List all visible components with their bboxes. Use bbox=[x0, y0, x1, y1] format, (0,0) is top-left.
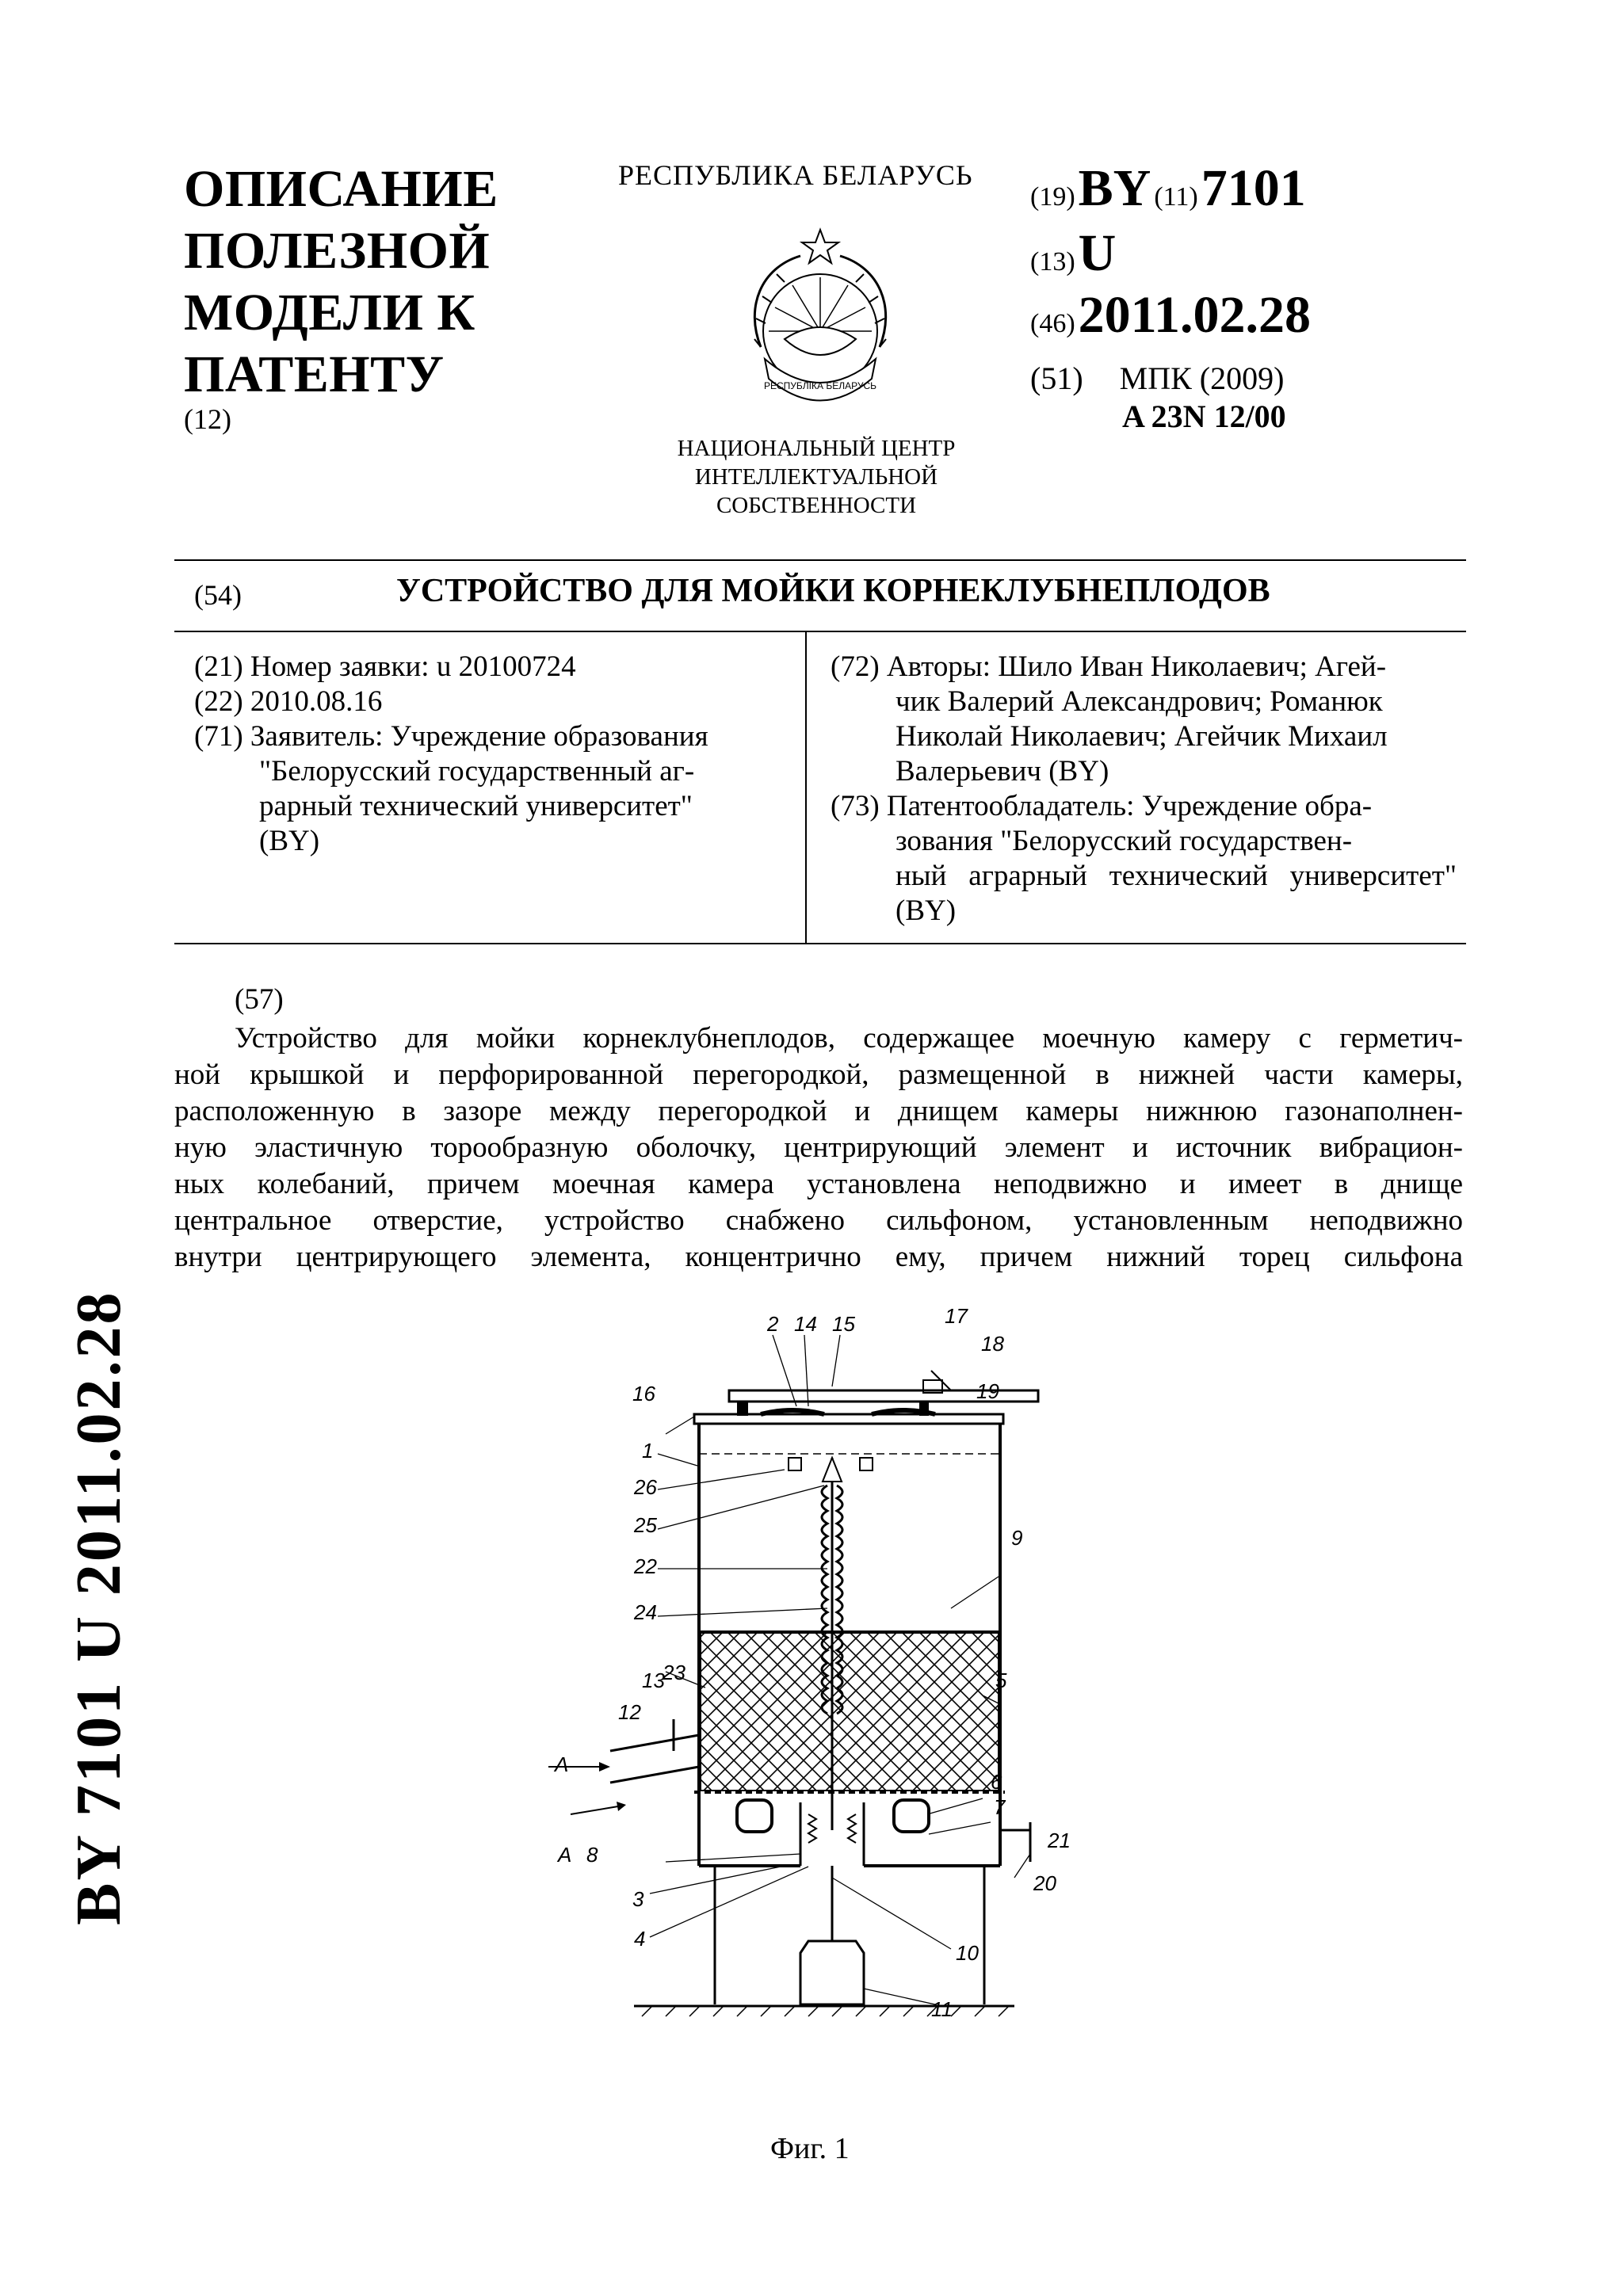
svg-text:20: 20 bbox=[1033, 1871, 1056, 1895]
svg-text:12: 12 bbox=[618, 1700, 641, 1724]
svg-text:11: 11 bbox=[931, 1997, 953, 2021]
svg-text:19: 19 bbox=[976, 1379, 999, 1403]
svg-text:24: 24 bbox=[634, 1600, 657, 1624]
column-divider bbox=[805, 632, 807, 943]
svg-text:A: A bbox=[555, 1753, 569, 1776]
svg-text:2: 2 bbox=[767, 1312, 779, 1336]
figure-caption: Фиг. 1 bbox=[770, 2132, 850, 2165]
device-drawing bbox=[507, 1304, 1071, 2092]
svg-text:26: 26 bbox=[634, 1475, 657, 1499]
state-emblem-icon bbox=[713, 220, 927, 428]
svg-text:10: 10 bbox=[956, 1941, 979, 1965]
svg-text:5: 5 bbox=[995, 1669, 1007, 1692]
svg-text:6: 6 bbox=[991, 1770, 1002, 1794]
application-data: (21) Номер заявки: u 20100724 (22) 2010.08.16 (71) Заявитель: Учреждение образования "Белорусский государственный аг- рарный технический университет" (BY) bbox=[194, 650, 708, 857]
authors-data: (72) Авторы: Шило Иван Николаевич; Агей- чик Валерий Александрович; Романюк Николай Николаевич; Агейчик Михаил Валерьевич (BY) (73) Патентообладатель: Учреждение обра- зования "Белорусский государствен- ный аграрный технический университет" (BY) bbox=[831, 650, 1457, 927]
bibliography-bottom-divider bbox=[174, 943, 1466, 944]
code-57: (57) bbox=[235, 983, 284, 1016]
country-name: РЕСПУБЛИКА БЕЛАРУСЬ bbox=[618, 159, 973, 191]
svg-text:A: A bbox=[558, 1843, 572, 1867]
svg-text:14: 14 bbox=[794, 1312, 817, 1336]
publication-date-line: (46) 2011.02.28 bbox=[1030, 286, 1312, 344]
ipc-class: A 23N 12/00 bbox=[1122, 399, 1286, 434]
svg-text:23: 23 bbox=[663, 1661, 685, 1684]
svg-text:7: 7 bbox=[994, 1795, 1006, 1819]
svg-text:15: 15 bbox=[832, 1312, 855, 1336]
invention-title: УСТРОЙСТВО ДЛЯ МОЙКИ КОРНЕКЛУБНЕПЛОДОВ bbox=[396, 573, 1270, 609]
svg-text:4: 4 bbox=[634, 1927, 646, 1951]
svg-text:17: 17 bbox=[945, 1304, 968, 1328]
svg-text:9: 9 bbox=[1011, 1526, 1023, 1550]
document-type-title: ОПИСАНИЕ ПОЛЕЗНОЙ МОДЕЛИ К ПАТЕНТУ bbox=[184, 160, 498, 403]
svg-text:22: 22 bbox=[634, 1554, 657, 1578]
code-54: (54) bbox=[194, 579, 242, 611]
svg-text:25: 25 bbox=[634, 1513, 657, 1537]
svg-text:1: 1 bbox=[642, 1439, 654, 1463]
svg-text:21: 21 bbox=[1048, 1829, 1071, 1852]
ipc-line: (51) МПК (2009) bbox=[1030, 360, 1285, 396]
svg-text:18: 18 bbox=[981, 1332, 1004, 1356]
svg-text:13: 13 bbox=[642, 1669, 665, 1692]
issuing-office: НАЦИОНАЛЬНЫЙ ЦЕНТР ИНТЕЛЛЕКТУАЛЬНОЙ СОБСТВЕННОСТИ bbox=[677, 436, 956, 518]
code-12: (12) bbox=[184, 403, 231, 435]
side-stamp: BY 7101 U 2011.02.28 bbox=[64, 1290, 134, 1925]
svg-text:16: 16 bbox=[632, 1382, 655, 1405]
abstract-text: Устройство для мойки корнеклубнеплодов, содержащее моечную камеру с герметич- ной крышкой и перфорированной перегородкой, размещенной в нижней части камеры, расположенную в зазоре между перегородкой и днищем камеры нижнюю газонаполнен- ную эластичную торообразную оболочку, центрирующий элемент и источник вибрацион- ных колебаний, причем моечная камера установлена неподвижно и имеет в днище центральное отверстие, устройство снабжено сильфоном, установленным неподвижно внутри центрирующего элемента, концентрично ему, причем нижний торец сильфона bbox=[174, 1022, 1463, 1273]
patent-id-line: (19) BY (11) 7101 bbox=[1030, 159, 1306, 217]
kind-code-line: (13) U bbox=[1030, 224, 1117, 282]
title-divider bbox=[174, 631, 1466, 632]
svg-text:8: 8 bbox=[586, 1843, 598, 1867]
svg-text:РЕСПУБЛІКА БЕЛАРУСЬ: РЕСПУБЛІКА БЕЛАРУСЬ bbox=[764, 380, 876, 391]
svg-text:3: 3 bbox=[632, 1887, 644, 1911]
top-divider bbox=[174, 559, 1466, 561]
